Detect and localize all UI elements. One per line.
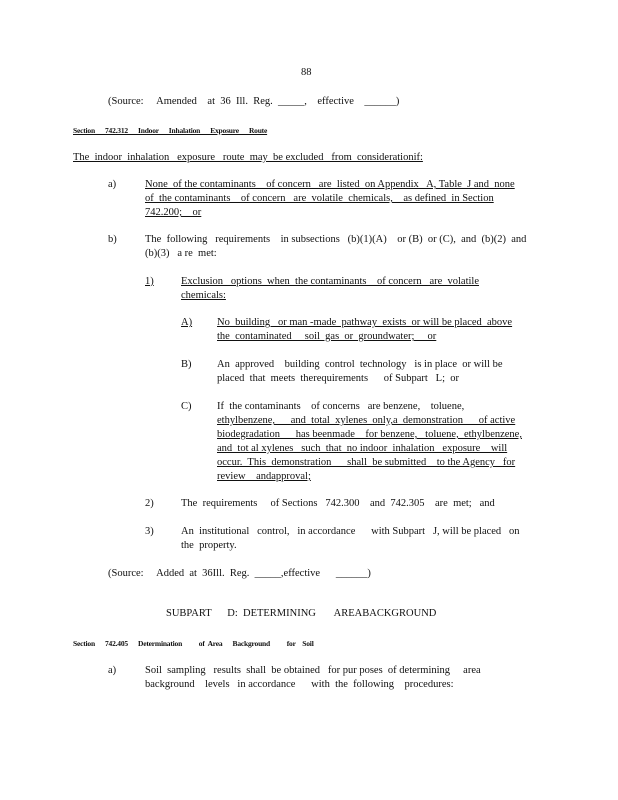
- item-bC-line-5: occur. This demonstration shall be submitted to the Agency for: [217, 457, 516, 468]
- item-bC-line-1: If the contaminants of concerns are benzene, toluene,: [217, 401, 465, 412]
- section-742-312-intro: The indoor inhalation exposure route may be excluded from considerationif:: [73, 152, 423, 163]
- soil-item-a-line-2: background levels in accordance with the following procedures:: [145, 679, 454, 690]
- source-note-added: (Source: Added at 36Ill. Reg. _____,effective ______): [108, 568, 371, 579]
- item-bA-line-1: No building or man -made pathway exists or will be placed above: [217, 317, 513, 328]
- subpart-heading: SUBPART D: DETERMINING AREABACKGROUND: [166, 608, 437, 619]
- item-bC-line-4: and tot al xylenes such that no indoor inhalation exposure will: [217, 443, 508, 454]
- section-742-405-heading: Section 742.405 Determination of Area Background for Soil: [73, 639, 314, 648]
- item-a-line-1: None of the contaminants of concern are listed on Appendix A, Table J and none: [145, 179, 515, 190]
- item-b1-label: 1): [145, 276, 154, 287]
- source-note-amended: (Source: Amended at 36 Ill. Reg. _____, effective ______): [108, 96, 400, 107]
- item-b1-line-1: Exclusion options when the contaminants of concern are volatile: [181, 276, 480, 287]
- item-bC-line-3: biodegradation has beenmade for benzene, toluene, ethylbenzene,: [217, 429, 522, 440]
- item-b3-line-2: the property.: [181, 540, 237, 551]
- item-a-line-2: of the contaminants of concern are volatile chemicals, as defined in Section: [145, 193, 494, 204]
- item-b2-label: 2): [145, 498, 154, 509]
- item-b2-line-1: The requirements of Sections 742.300 and 742.305 are met; and: [181, 498, 495, 509]
- page-number: 88: [301, 67, 312, 78]
- item-b-label: b): [108, 234, 117, 245]
- item-bA-label: A): [181, 317, 193, 328]
- item-b1-line-2: chemicals:: [181, 290, 226, 301]
- item-bC-line-6: review andapproval;: [217, 471, 311, 482]
- item-a-line-3: 742.200; or: [145, 207, 202, 218]
- item-bB-line-1: An approved building control technology is in place or will be: [217, 359, 503, 370]
- item-b-line-1: The following requirements in subsections (b)(1)(A) or (B) or (C), and (b)(2) and: [145, 234, 527, 245]
- soil-item-a-line-1: Soil sampling results shall be obtained for pur poses of determining area: [145, 665, 481, 676]
- item-b-line-2: (b)(3) a re met:: [145, 248, 217, 259]
- item-b3-line-1: An institutional control, in accordance with Subpart J, will be placed on: [181, 526, 520, 537]
- item-bC-line-2: ethylbenzene, and total xylenes only,a demonstration of active: [217, 415, 516, 426]
- item-b3-label: 3): [145, 526, 154, 537]
- item-bB-line-2: placed that meets therequirements of Subpart L; or: [217, 373, 460, 384]
- item-bB-label: B): [181, 359, 192, 370]
- item-bA-line-2: the contaminated soil gas or groundwater; or: [217, 331, 437, 342]
- item-a-label: a): [108, 179, 117, 190]
- soil-item-a-label: a): [108, 665, 117, 676]
- section-742-312-heading: Section 742.312 Indoor Inhalation Exposure Route: [73, 126, 268, 135]
- item-bC-label: C): [181, 401, 192, 412]
